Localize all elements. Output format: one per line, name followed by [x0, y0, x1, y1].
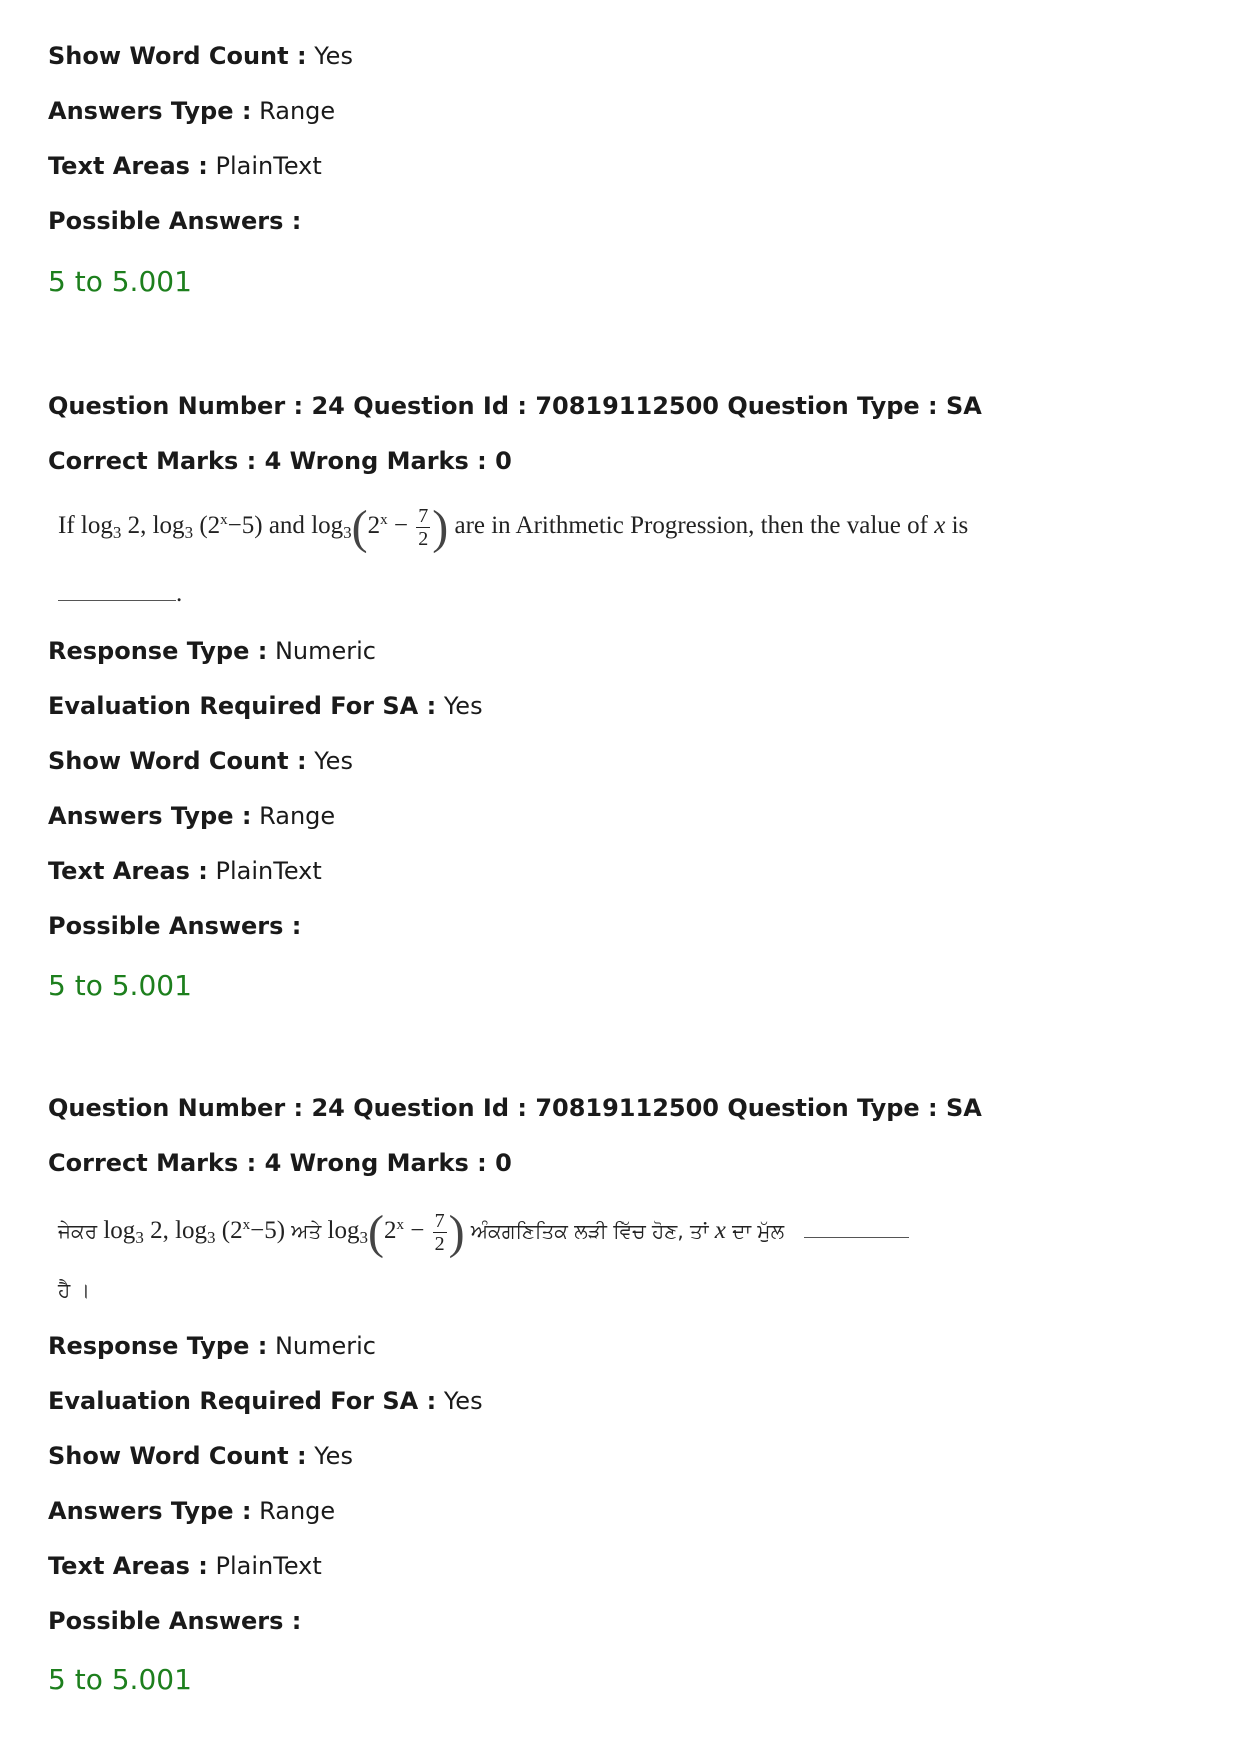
possible-answer-value: 5 to 5.001	[48, 265, 192, 298]
question-text-punjabi: ਜੇਕਰ $\log_3 2$, $\log_3 (2^x-5)$ ਅਤੇ $\log_3(2^x$ − $\frac{7}{2}$ ) ਅੰਕਗਣਿਤਿਕ ਲੜੀ ਵਿੱਚ ਹੋਣ, ਤਾਂ x ਦਾ ਮੁੱਲ	[58, 1205, 909, 1260]
field-label: Text Areas :	[48, 152, 208, 180]
answers-type-row	[48, 1495, 335, 1527]
field-label: Text Areas :	[48, 1552, 208, 1580]
field-label: Answers Type :	[48, 1497, 252, 1525]
field-value: Yes	[314, 747, 353, 775]
field-label: Response Type :	[48, 637, 268, 665]
field-value: Numeric	[274, 1332, 376, 1360]
field-value: PlainText	[215, 1552, 322, 1580]
field-value: Yes	[443, 1387, 483, 1415]
field-value: Numeric	[274, 637, 376, 665]
answers-type-row	[48, 95, 335, 127]
question-marks: Correct Marks : 4 Wrong Marks : 0	[48, 447, 512, 475]
show-word-count-row	[48, 745, 353, 777]
field-label: Show Word Count :	[48, 1442, 307, 1470]
field-value: Yes	[314, 1442, 353, 1470]
field-label: Possible Answers :	[48, 1607, 302, 1635]
response-type-row	[48, 635, 376, 667]
answer-blank: .	[58, 580, 182, 608]
field-value: PlainText	[215, 152, 322, 180]
possible-answers-row	[48, 910, 301, 942]
field-value: Yes	[443, 692, 483, 720]
text-areas-row	[48, 150, 322, 182]
field-value: Range	[259, 1497, 336, 1525]
field-value: Range	[259, 802, 336, 830]
question-header: Question Number : 24 Question Id : 70819112500 Question Type : SA	[48, 1094, 982, 1122]
possible-answers-row	[48, 205, 301, 237]
field-label: Response Type :	[48, 1332, 268, 1360]
field-label: Show Word Count :	[48, 42, 307, 70]
field-label: Possible Answers :	[48, 207, 302, 235]
field-label: Show Word Count :	[48, 747, 307, 775]
fraction: $\frac{7}{2}$	[434, 1210, 445, 1255]
question-header: Question Number : 24 Question Id : 70819112500 Question Type : SA	[48, 392, 982, 420]
field-label: Answers Type :	[48, 802, 252, 830]
question-marks: Correct Marks : 4 Wrong Marks : 0	[48, 1149, 512, 1177]
field-label: Possible Answers :	[48, 912, 302, 940]
evaluation-required-row	[48, 1385, 483, 1417]
field-label: Text Areas :	[48, 857, 208, 885]
field-value: PlainText	[215, 857, 322, 885]
field-label: Evaluation Required For SA :	[48, 692, 437, 720]
text-areas-row	[48, 1550, 322, 1582]
question-text-english: If $\log_3 2$, $\log_3 (2^x-5)$ and $\log_3(2^x$ − $\frac{7}{2}$ ) are in Arithmetic Progression, then the value of x is	[58, 501, 969, 554]
question-text-punjabi-end: ਹੈ ।	[58, 1278, 91, 1302]
possible-answer-value: 5 to 5.001	[48, 1663, 192, 1696]
show-word-count-row	[48, 40, 353, 72]
field-value: Range	[259, 97, 336, 125]
answers-type-row	[48, 800, 335, 832]
text-areas-row	[48, 855, 322, 887]
field-label: Evaluation Required For SA :	[48, 1387, 437, 1415]
evaluation-required-row	[48, 690, 483, 722]
field-label: Answers Type :	[48, 97, 252, 125]
show-word-count-row	[48, 1440, 353, 1472]
response-type-row	[48, 1330, 376, 1362]
fraction: $\frac{7}{2}$	[418, 505, 429, 550]
possible-answer-value: 5 to 5.001	[48, 969, 192, 1002]
field-value: Yes	[314, 42, 353, 70]
possible-answers-row	[48, 1605, 301, 1637]
